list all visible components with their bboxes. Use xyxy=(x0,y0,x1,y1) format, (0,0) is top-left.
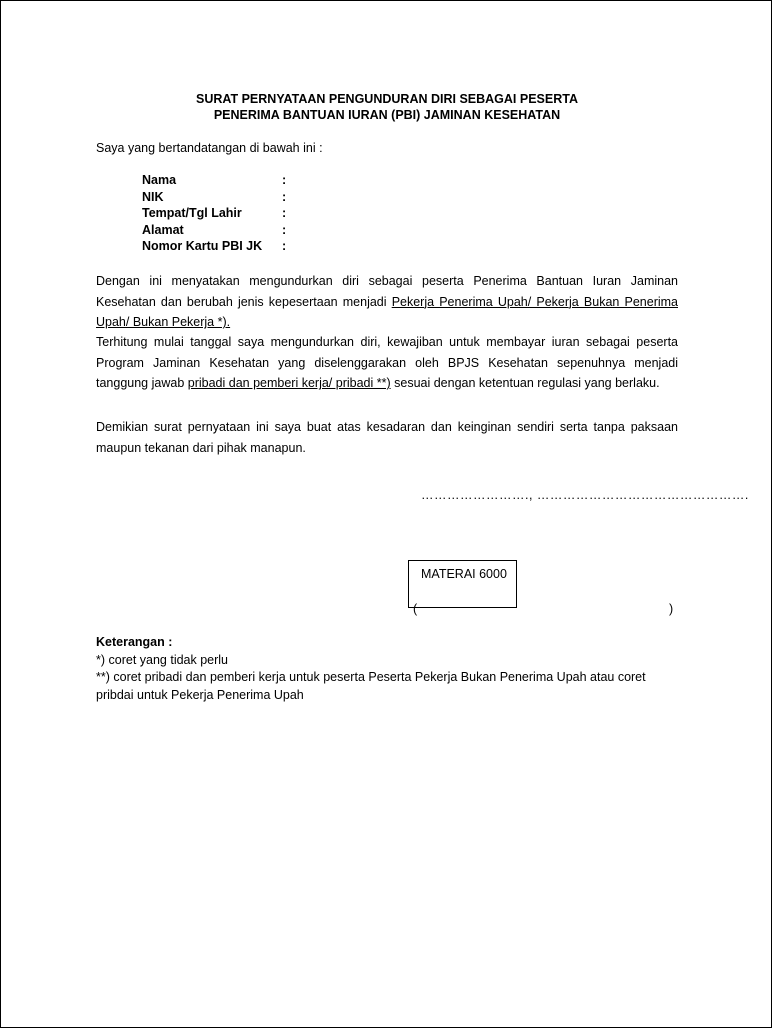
field-colon: : xyxy=(282,189,287,204)
field-label: Alamat xyxy=(142,222,184,237)
stamp-label: MATERAI 6000 xyxy=(421,567,507,581)
intro-text: Saya yang bertandatangan di bawah ini : xyxy=(96,141,323,155)
field-colon: : xyxy=(282,206,287,220)
paragraph-obligation xyxy=(96,332,678,394)
field-label: Tempat/Tgl Lahir xyxy=(142,206,242,220)
paragraph-text: Dengan ini menyatakan mengundurkan diri sebagai peserta Penerima Bantuan Iuran Jaminan Kesehatan dan berubah jenis kepesertaan menjadi xyxy=(96,274,678,309)
signature-paren-close: ) xyxy=(669,602,674,616)
note-2-line2: pribdai untuk Pekerja Penerima Upah xyxy=(96,687,304,702)
signature-paren-open: ( xyxy=(413,602,418,616)
note-1: *) coret yang tidak perlu xyxy=(96,652,229,667)
field-label: NIK xyxy=(142,189,164,204)
field-alamat xyxy=(142,222,287,240)
field-nik xyxy=(142,189,287,207)
field-label: Nomor Kartu PBI JK xyxy=(142,239,263,253)
field-colon: : xyxy=(282,173,287,187)
note-2-line1: **) coret pribadi dan pemberi kerja untuk peserta Peserta Pekerja Bukan Penerima Upah atau coret xyxy=(96,670,646,684)
field-label: Nama xyxy=(142,173,177,187)
field-colon: : xyxy=(282,239,287,253)
paragraph-text: Terhitung mulai tanggal saya mengundurkan diri, kewajiban untuk membayar iuran sebagai peserta Program Jaminan Kesehatan yang diselenggarakan oleh BPJS Kesehatan sepenuhnya menjadi tanggung jawab xyxy=(96,335,678,390)
notes-heading: Keterangan : xyxy=(96,635,173,649)
document-title-line2: PENERIMA BANTUAN IURAN (PBI) JAMINAN KESEHATAN xyxy=(213,108,561,122)
notes-section xyxy=(96,634,646,704)
field-tempat-tgl-lahir xyxy=(142,206,287,223)
responsibility-options: pribadi dan pemberi kerja/ pribadi **) xyxy=(187,376,391,390)
field-nama xyxy=(142,173,287,190)
document-title-line1: SURAT PERNYATAAN PENGUNDURAN DIRI SEBAGAI PESERTA xyxy=(196,92,578,106)
field-colon: : xyxy=(282,222,287,237)
paragraph-tail: sesuai dengan ketentuan regulasi yang berlaku. xyxy=(390,376,660,390)
paragraph-resignation xyxy=(96,271,678,333)
identity-fields xyxy=(142,173,287,256)
field-nomor-kartu xyxy=(142,239,287,256)
stamp-box xyxy=(408,560,517,608)
membership-options: Pekerja Penerima Upah/ Pekerja Bukan Penerima Upah/ Bukan Pekerja *). xyxy=(96,294,678,329)
paragraph-closing: Demikian surat pernyataan ini saya buat atas kesadaran dan keinginan sendiri serta tanpa paksaan maupun tekanan dari pihak manapun. xyxy=(96,420,678,455)
place-date-line: ……………………., …………………………………………. xyxy=(421,488,749,502)
